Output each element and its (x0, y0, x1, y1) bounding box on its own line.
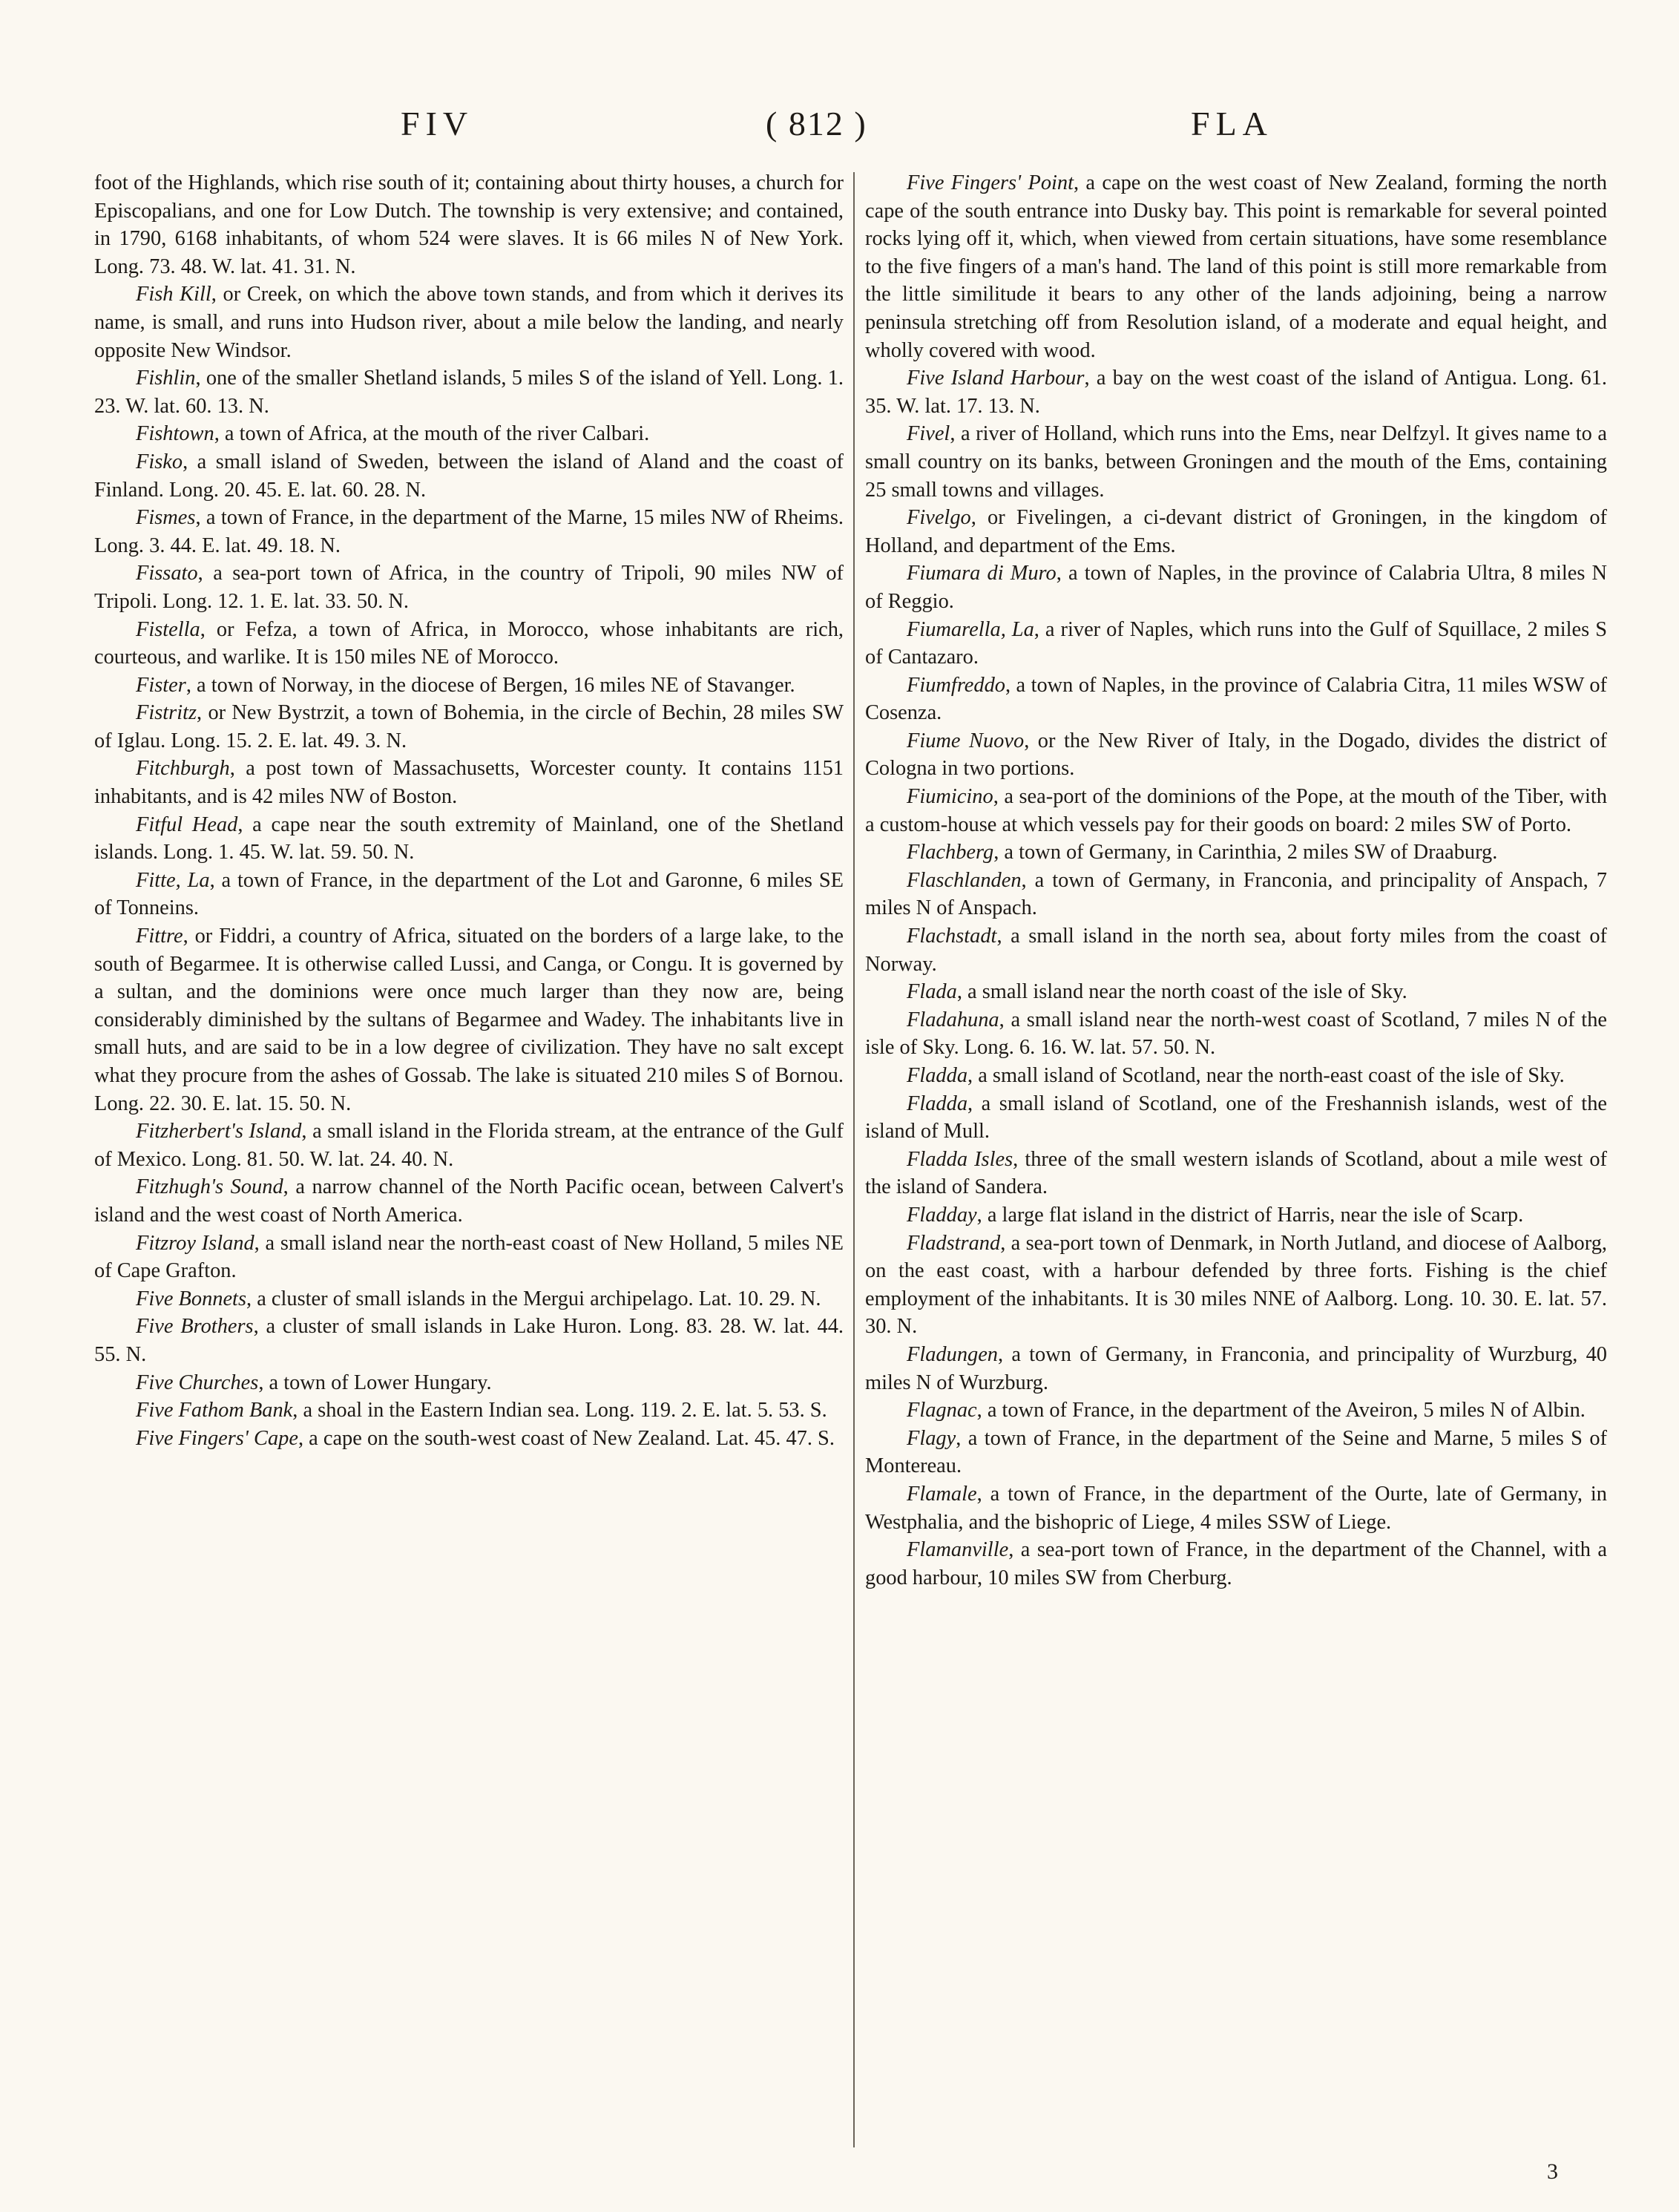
dictionary-entry (865, 1480, 1607, 1536)
entry-headword: Flagy (907, 1426, 956, 1450)
entry-text: , a small island near the north-east coast of New Holland, 5 miles NE of Cape Grafton. (94, 1231, 844, 1283)
entry-text: , a river of Holland, which runs into the Ems, near Delfzyl. It gives name to a small country on its banks, between Groningen and the mouth of the Ems, containing 25 small towns and villages. (865, 422, 1607, 502)
entry-headword: Flaschlanden (907, 868, 1022, 892)
entry-headword: Fiumicino (907, 785, 993, 809)
entry-headword: Fish Kill (136, 283, 211, 306)
entry-headword: Fladahuna (907, 1008, 999, 1031)
entry-headword: Fisko (136, 450, 183, 473)
page-header (0, 104, 1679, 148)
entry-text: , or Fivelingen, a ci-devant district of Groningen, in the kingdom of Holland, and department of the Ems. (865, 506, 1607, 557)
dictionary-entry (94, 1118, 844, 1173)
entry-text: , a town of France, in the department of the Lot and Garonne, 6 miles SE of Tonneins. (94, 868, 844, 920)
dictionary-entry (865, 1201, 1607, 1230)
entry-text: , a small island of Scotland, one of the Freshannish islands, west of the island of Mull. (865, 1092, 1607, 1143)
dictionary-entry (94, 1369, 844, 1397)
entry-text: foot of the Highlands, which rise south of it; containing about thirty houses, a church for Episcopalians, and one for Low Dutch. The township is very extensive; and contained, in 1790, 6168 inhabitants, of whom 524 were slaves. It is 66 miles N of New York. Long. 73. 48. W. lat. 41. 31. N. (94, 171, 844, 278)
signature-mark: 3 (1547, 2159, 1558, 2184)
entry-headword: Fitzherbert's Island (136, 1120, 302, 1143)
entry-headword: Fladday (907, 1203, 977, 1227)
entry-text: , a small island in the north sea, about forty miles from the coast of Norway. (865, 925, 1607, 976)
dictionary-entry (865, 616, 1607, 672)
dictionary-entry (865, 727, 1607, 783)
entry-headword: Fladda (907, 1064, 968, 1087)
dictionary-entry (865, 420, 1607, 504)
page-number: ( 812 ) (766, 105, 867, 142)
entry-text: , or the New River of Italy, in the Dogado, divides the district of Cologna in two portions. (865, 729, 1607, 781)
column-divider (853, 172, 855, 2147)
entry-text: , a town of Naples, in the province of Calabria Citra, 11 miles WSW of Cosenza. (865, 673, 1607, 725)
entry-headword: Fiumara di Muro (907, 562, 1057, 585)
dictionary-entry (94, 169, 844, 280)
entry-headword: Fiumarella, La (907, 617, 1034, 641)
entry-headword: Five Churches (136, 1371, 259, 1394)
dictionary-entry (865, 1397, 1607, 1425)
entry-text: , a river of Naples, which runs into the Gulf of Squillace, 2 miles S of Cantazaro. (865, 617, 1607, 669)
left-column (94, 169, 844, 1452)
entry-headword: Flachstadt (907, 925, 997, 948)
entry-text: , a town of Norway, in the diocese of Bergen, 16 miles NE of Stavanger. (185, 673, 795, 697)
entry-text: , or Creek, on which the above town stands, and from which it derives its name, is small, and runs into Hudson river, about a mile below the landing, and nearly opposite New Windsor. (94, 283, 844, 362)
dictionary-entry (94, 1397, 844, 1425)
dictionary-entry (94, 448, 844, 504)
entry-text: , a small island of Sweden, between the island of Aland and the coast of Finland. Long. 20. 45. E. lat. 60. 28. N. (94, 450, 844, 502)
dictionary-entry (865, 1425, 1607, 1480)
dictionary-entry (865, 838, 1607, 867)
dictionary-entry (865, 1341, 1607, 1397)
dictionary-entry (94, 699, 844, 755)
entry-headword: Fister (136, 673, 186, 697)
entry-text: , a sea-port town of Africa, in the country of Tripoli, 90 miles NW of Tripoli. Long. 12. 1. E. lat. 33. 50. N. (94, 562, 844, 613)
dictionary-entry (94, 672, 844, 700)
dictionary-entry (94, 616, 844, 672)
entry-headword: Flachberg (907, 841, 994, 864)
dictionary-entry (865, 867, 1607, 922)
entry-text: , or Fefza, a town of Africa, in Morocco, whose inhabitants are rich, courteous, and warlike. It is 150 miles NE of Morocco. (94, 617, 844, 669)
dictionary-entry (865, 672, 1607, 727)
header-right-catchword: FLA (1191, 105, 1273, 142)
entry-text: , a cape on the west coast of New Zealand, forming the north cape of the south entrance into Dusky bay. This point is remarkable for several pointed rocks lying off it, which, when viewed from certain situations, have some resemblance to the five fingers of a man's hand. The land of this point is still more remarkable from the little similitude it bears to any other of the lands adjoining, being a narrow peninsula stretching off from Resolution island, of a moderate and equal height, and wholly covered with wood. (865, 171, 1607, 362)
entry-headword: Fissato (136, 562, 198, 585)
entry-headword: Fitzhugh's Sound (136, 1175, 283, 1199)
entry-headword: Fiumfreddo (907, 673, 1005, 697)
entry-headword: Fladungen (907, 1342, 999, 1366)
entry-text: , a town of Germany, in Carinthia, 2 miles SW of Draaburg. (993, 841, 1498, 864)
entry-headword: Fiume Nuovo (907, 729, 1025, 752)
right-column (865, 169, 1607, 1592)
entry-text: , a town of France, in the department of the Ourte, late of Germany, in Westphalia, and the bishopric of Liege, 4 miles SSW of Liege. (865, 1482, 1607, 1534)
entry-text: , a town of France, in the department of the Aveiron, 5 miles N of Albin. (976, 1399, 1586, 1422)
entry-headword: Fitzroy Island (136, 1231, 254, 1255)
dictionary-entry (865, 1230, 1607, 1341)
dictionary-entry (94, 1285, 844, 1313)
entry-text: , a shoal in the Eastern Indian sea. Long. 119. 2. E. lat. 5. 53. S. (292, 1399, 827, 1422)
entry-text: , a town of France, in the department of the Seine and Marne, 5 miles S of Montereau. (865, 1426, 1607, 1478)
dictionary-entry (865, 169, 1607, 364)
entry-text: , a sea-port town of Denmark, in North Jutland, and diocese of Aalborg, on the east coast, with a harbour defended by three forts. Fishing is the chief employment of the inhabitants. It is 30 miles NNE of Aalborg. Long. 10. 30. E. lat. 57. 30. N. (865, 1231, 1607, 1339)
entry-text: , a cluster of small islands in the Mergui archipelago. Lat. 10. 29. N. (246, 1287, 821, 1310)
dictionary-entry (94, 280, 844, 364)
entry-headword: Fismes (136, 506, 196, 530)
dictionary-entry (865, 922, 1607, 978)
dictionary-entry (865, 1146, 1607, 1201)
dictionary-entry (94, 504, 844, 559)
dictionary-entry (94, 1230, 844, 1285)
dictionary-entry (865, 783, 1607, 838)
entry-headword: Flada (907, 980, 957, 1004)
entry-text: , a cape on the south-west coast of New Zealand. Lat. 45. 47. S. (298, 1426, 835, 1450)
entry-text: , a cluster of small islands in Lake Huron. Long. 83. 28. W. lat. 44. 55. N. (94, 1315, 844, 1366)
entry-headword: Fittre (136, 925, 183, 948)
entry-headword: Fivelgo (907, 506, 971, 530)
entry-text: , a cape near the south extremity of Mainland, one of the Shetland islands. Long. 1. 45. W. lat. 59. 50. N. (94, 813, 844, 864)
dictionary-entry (865, 559, 1607, 615)
entry-headword: Five Fathom Bank (136, 1399, 293, 1422)
entry-headword: Five Brothers (136, 1315, 254, 1339)
dictionary-entry (94, 559, 844, 615)
entry-text: , a town of Lower Hungary. (258, 1371, 492, 1394)
dictionary-entry (865, 1090, 1607, 1146)
dictionary-entry (94, 1313, 844, 1368)
entry-headword: Fitchburgh (136, 757, 230, 781)
entry-headword: Flamale (907, 1482, 977, 1506)
dictionary-entry (94, 811, 844, 867)
entry-headword: Five Fingers' Point (907, 171, 1074, 194)
entry-headword: Fitful Head (136, 813, 238, 836)
dictionary-entry (94, 1173, 844, 1229)
entry-text: , or Fiddri, a country of Africa, situated on the borders of a large lake, to the south of Begarmee. It is otherwise called Lussi, and Canga, or Congu. It is governed by a sultan, and the dominions were once much larger than they now are, being considerably diminished by the sultans of Begarmee and Wadey. The inhabitants live in small huts, and are said to be in a low degree of civilization. They have no salt except what they procure from the ashes of Gossab. The lake is situated 210 miles S of Bornou. Long. 22. 30. E. lat. 15. 50. N. (94, 925, 844, 1115)
dictionary-entry (865, 1062, 1607, 1090)
dictionary-entry (94, 420, 844, 448)
dictionary-entry (94, 755, 844, 810)
entry-headword: Fladda Isles (907, 1147, 1013, 1171)
dictionary-entry (865, 504, 1607, 559)
dictionary-entry (865, 364, 1607, 420)
entry-text: , a town of Africa, at the mouth of the river Calbari. (214, 422, 650, 446)
entry-headword: Fladstrand (907, 1231, 1001, 1255)
entry-text: , a sea-port town of France, in the department of the Channel, with a good harbour, 10 miles SW from Cherburg. (865, 1538, 1607, 1589)
dictionary-entry (94, 1425, 844, 1453)
dictionary-entry (94, 867, 844, 922)
header-left-catchword: FIV (401, 105, 474, 142)
entry-text: , a town of Naples, in the province of Calabria Ultra, 8 miles N of Reggio. (865, 562, 1607, 613)
entry-headword: Five Island Harbour (907, 367, 1085, 390)
entry-text: , three of the small western islands of Scotland, about a mile west of the island of Sandera. (865, 1147, 1607, 1199)
entry-headword: Fistritz (136, 701, 197, 725)
entry-text: , a narrow channel of the North Pacific ocean, between Calvert's island and the west coast of North America. (94, 1175, 844, 1227)
entry-headword: Fivel (907, 422, 950, 446)
entry-text: , or New Bystrzit, a town of Bohemia, in the circle of Bechin, 28 miles SW of Iglau. Long. 15. 2. E. lat. 49. 3. N. (94, 701, 844, 752)
entry-text: , a large flat island in the district of Harris, near the isle of Scarp. (976, 1203, 1524, 1227)
dictionary-entry (865, 978, 1607, 1006)
entry-headword: Five Fingers' Cape (136, 1426, 298, 1450)
entry-text: , a small island near the north-west coast of Scotland, 7 miles N of the isle of Sky. Long. 6. 16. W. lat. 57. 50. N. (865, 1008, 1607, 1060)
entry-headword: Fishtown (136, 422, 214, 446)
dictionary-entry (865, 1006, 1607, 1062)
entry-text: , a town of Germany, in Franconia, and principality of Wurzburg, 40 miles N of Wurzburg. (865, 1342, 1607, 1394)
entry-headword: Fistella (136, 617, 200, 641)
entry-headword: Flagnac (907, 1399, 977, 1422)
entry-headword: Fladda (907, 1092, 968, 1115)
entry-headword: Five Bonnets (136, 1287, 246, 1310)
entry-text: , a bay on the west coast of the island of Antigua. Long. 61. 35. W. lat. 17. 13. N. (865, 367, 1607, 418)
entry-text: , a sea-port of the dominions of the Pope, at the mouth of the Tiber, with a custom-house at which vessels pay for their goods on board: 2 miles SW of Porto. (865, 785, 1607, 836)
dictionary-entry (94, 922, 844, 1118)
entry-text: , a small island near the north coast of the isle of Sky. (956, 980, 1407, 1004)
entry-text: , a town of France, in the department of the Marne, 15 miles NW of Rheims. Long. 3. 44. E. lat. 49. 18. N. (94, 506, 844, 557)
entry-text: , a post town of Massachusetts, Worcester county. It contains 1151 inhabitants, and is 42 miles NW of Boston. (94, 757, 844, 809)
dictionary-entry (94, 364, 844, 420)
entry-headword: Flamanville (907, 1538, 1009, 1562)
dictionary-entry (865, 1536, 1607, 1592)
entry-text: , a small island in the Florida stream, at the entrance of the Gulf of Mexico. Long. 81. 50. W. lat. 24. 40. N. (94, 1120, 844, 1171)
entry-headword: Fishlin (136, 367, 196, 390)
entry-text: , a town of Germany, in Franconia, and principality of Anspach, 7 miles N of Anspach. (865, 868, 1607, 920)
entry-text: , a small island of Scotland, near the north-east coast of the isle of Sky. (967, 1064, 1565, 1087)
entry-text: , one of the smaller Shetland islands, 5 miles S of the island of Yell. Long. 1. 23. W. lat. 60. 13. N. (94, 367, 844, 418)
entry-headword: Fitte, La (136, 868, 210, 892)
